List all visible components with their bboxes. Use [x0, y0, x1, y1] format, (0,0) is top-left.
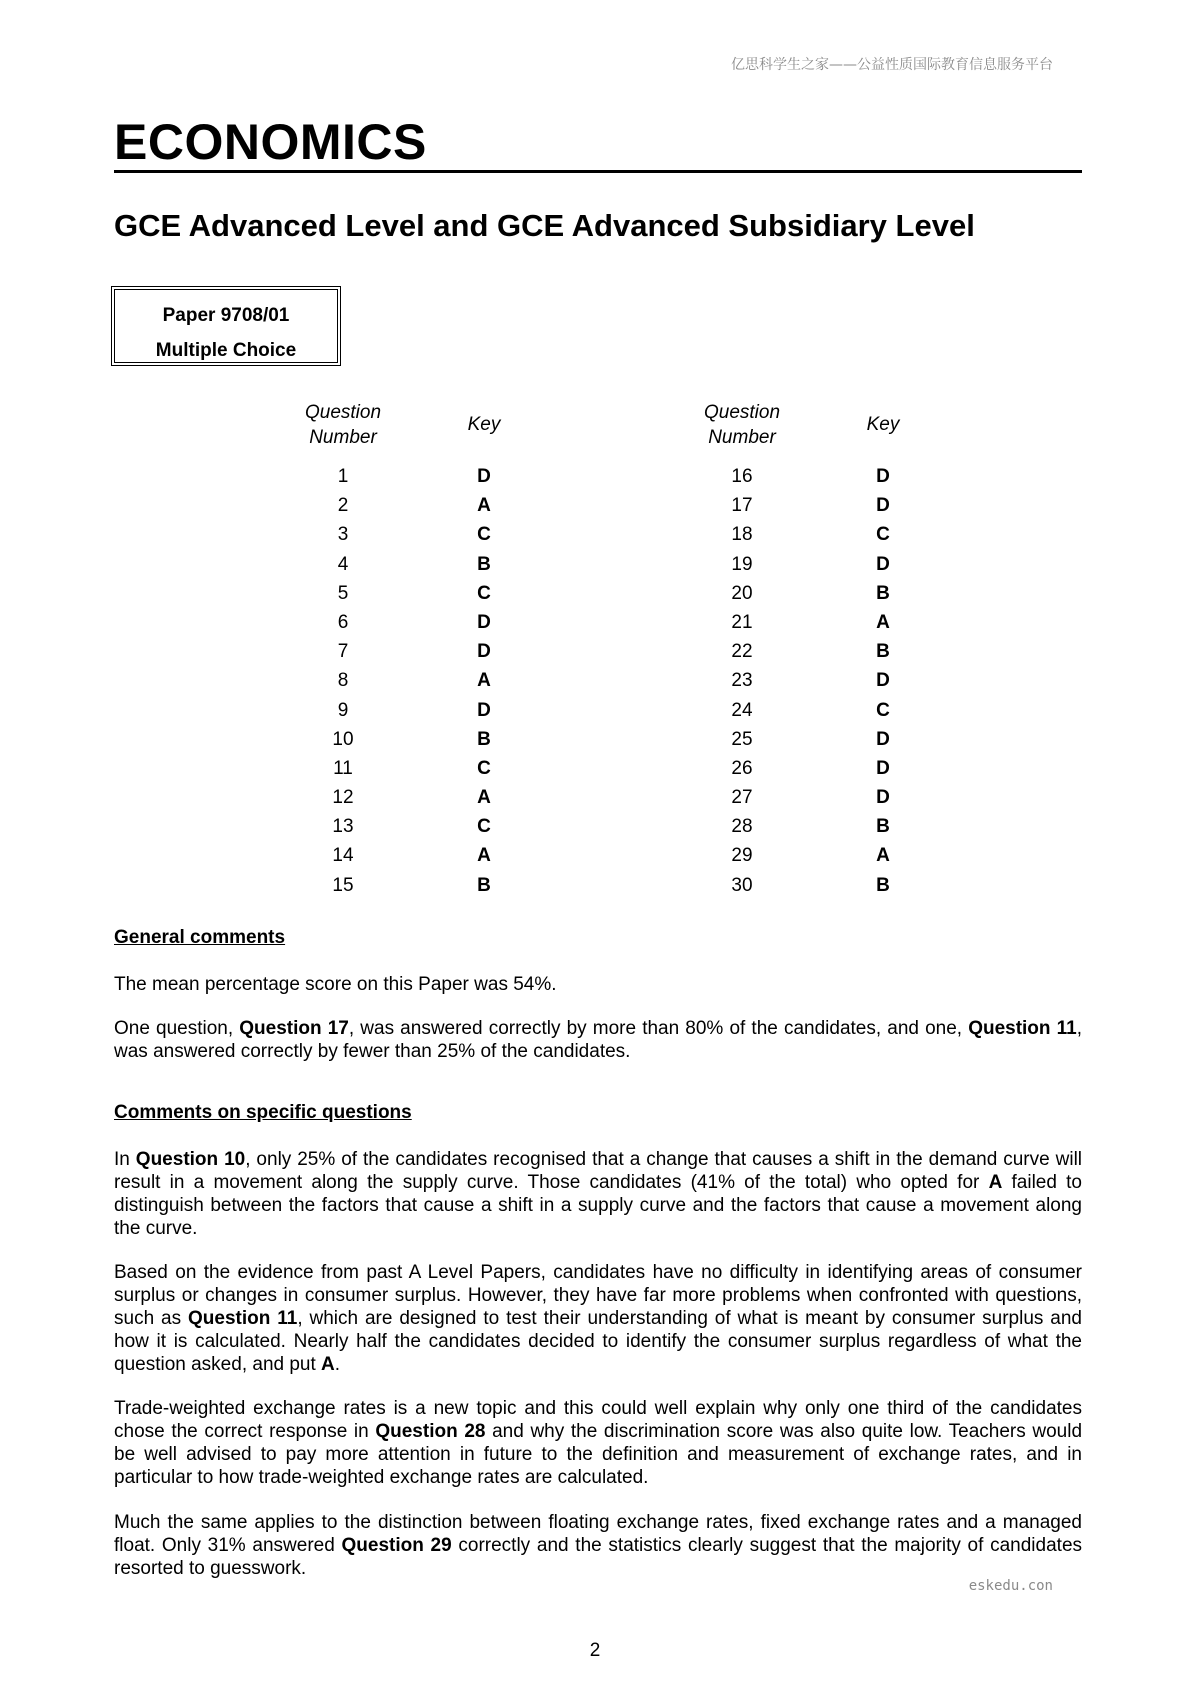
answer-key-cell: D	[477, 611, 491, 633]
answer-key-cell: B	[477, 728, 491, 750]
text-run: Trade-weighted exchange rates is a new topic and this could well explain why only one third of the candidates chose the correct response in	[114, 1398, 1082, 1442]
answer-key-cell: C	[477, 757, 491, 779]
question-number-cell: 8	[337, 670, 349, 692]
text-run: , only 25% of the candidates recognised that a change that causes a shift in the demand curve will result in a movement along the supply curve. Those candidates (41% of the total) who opted for	[114, 1149, 1083, 1193]
answer-key-cell: B	[477, 553, 491, 575]
left-key-list	[444, 462, 524, 900]
watermark-top: 亿思科学生之家——公益性质国际教育信息服务平台	[731, 57, 1053, 73]
bold-text: A	[321, 1354, 335, 1375]
question-number-cell: 22	[731, 641, 753, 663]
answer-key-cell: B	[876, 582, 890, 604]
bold-text: A	[988, 1172, 1003, 1193]
answer-key-cell: D	[876, 670, 890, 692]
answer-key-cell: A	[876, 611, 890, 633]
answer-key-cell: B	[876, 816, 890, 838]
question-number-cell: 9	[337, 699, 349, 721]
text-run: , was answered correctly by fewer than 25% of the candidates.	[114, 1018, 1083, 1062]
answer-key-cell: D	[876, 728, 890, 750]
question-number-cell: 24	[731, 699, 753, 721]
question-number-cell: 3	[337, 524, 349, 546]
question-number-cell: 25	[731, 728, 753, 750]
question-number-cell: 5	[337, 582, 349, 604]
question-number-cell: 20	[731, 582, 753, 604]
answer-key-cell: D	[876, 787, 890, 809]
answer-key-cell: D	[876, 757, 890, 779]
question-number-cell: 16	[731, 466, 753, 487]
question-number-cell: 26	[731, 757, 753, 779]
question-number-cell: 21	[731, 611, 753, 633]
text-run: correctly and the statistics clearly suggest that the majority of candidates resorted to guesswork.	[114, 1535, 1083, 1579]
bold-text: Question 11	[968, 1018, 1077, 1039]
qnum-header: Question Number	[304, 402, 382, 448]
right-qnum-column	[692, 400, 792, 900]
question-number-cell: 23	[731, 670, 753, 692]
question-number-cell: 6	[337, 611, 349, 633]
text-run: , which are designed to test their understanding of what is meant by consumer surplus and how it is calculated. Nearly half the candidates decided to identify the consumer surplus regardless of what the question asked, and put	[114, 1308, 1082, 1375]
answer-key-cell: D	[876, 495, 890, 517]
answer-key-cell: D	[477, 641, 491, 663]
bold-text: Question 10	[135, 1149, 246, 1170]
specific-comments-paragraph	[114, 1397, 1082, 1489]
question-number-cell: 18	[731, 524, 753, 546]
document-subtitle: GCE Advanced Level and GCE Advanced Subsidiary Level	[114, 208, 975, 243]
answer-key-cell: A	[477, 495, 491, 517]
answer-key-cell: A	[477, 670, 491, 692]
specific-comments-paragraph	[114, 1148, 1082, 1240]
text-run: failed to distinguish between the factors that cause a shift in a supply curve and the factors that cause a movement along the curve.	[114, 1172, 1082, 1239]
specific-comments-paragraph	[114, 1261, 1082, 1376]
answer-key-cell: A	[477, 845, 491, 867]
title-rule	[114, 170, 1082, 173]
qnum-header: Question Number	[703, 402, 781, 448]
answer-key-cell: B	[477, 874, 491, 896]
bold-text: Question 11	[188, 1308, 298, 1329]
bold-text: Question 29	[341, 1535, 452, 1556]
text-run: In	[114, 1149, 136, 1170]
paper-type: Multiple Choice	[155, 340, 297, 361]
right-key-list	[843, 462, 923, 900]
right-qnum-list	[692, 462, 792, 900]
general-comments-paragraph-2	[114, 1017, 1082, 1063]
question-number-cell: 29	[731, 845, 753, 867]
answer-key-cell: A	[477, 787, 491, 809]
answer-key-cell: C	[876, 699, 890, 721]
question-number-cell: 2	[337, 495, 349, 517]
general-comments-paragraph-1: The mean percentage score on this Paper was 54%.	[114, 974, 557, 995]
answer-key-cell: D	[477, 466, 491, 487]
question-number-cell: 27	[731, 787, 753, 809]
answer-key-cell: B	[876, 874, 890, 896]
answer-key-cell: C	[477, 816, 491, 838]
watermark-bottom: eskedu.con	[968, 1578, 1053, 1594]
question-number-cell: 17	[731, 495, 753, 517]
left-key-column	[444, 400, 524, 900]
question-number-cell: 1	[337, 466, 349, 487]
answer-key-cell: C	[477, 524, 491, 546]
general-comments-heading: General comments	[114, 927, 286, 948]
text-run: and why the discrimination score was also quite low. Teachers would be well advised to pay more attention in future to the definition and measurement of exchange rates, and in particular to how trade-weighted exchange rates are calculated.	[114, 1421, 1083, 1488]
question-number-cell: 12	[332, 787, 354, 809]
text-run: One question,	[114, 1018, 240, 1039]
page-number: 2	[589, 1640, 601, 1661]
question-number-cell: 13	[332, 816, 354, 838]
text-run: Much the same applies to the distinction between floating exchange rates, fixed exchange rates and a managed float. Only 31% answered	[114, 1512, 1082, 1556]
left-qnum-list	[293, 462, 393, 900]
answer-key-cell: D	[876, 466, 890, 487]
answer-key-cell: D	[876, 553, 890, 575]
text-run: Based on the evidence from past A Level Papers, candidates have no difficulty in identifying areas of consumer surplus or changes in consumer surplus. However, they have far more problems when confronted with questions, such as	[114, 1262, 1082, 1329]
key-header: Key	[866, 414, 900, 435]
right-key-column	[843, 400, 923, 900]
question-number-cell: 14	[332, 845, 354, 867]
question-number-cell: 30	[731, 874, 753, 896]
question-number-cell: 19	[731, 553, 753, 575]
bold-text: Question 17	[239, 1018, 349, 1039]
answer-key-cell: D	[477, 699, 491, 721]
answer-key-cell: C	[876, 524, 890, 546]
key-header: Key	[467, 414, 501, 435]
answer-key-cell: B	[876, 641, 890, 663]
answer-key-cell: C	[477, 582, 491, 604]
answer-key-cell: A	[876, 845, 890, 867]
question-number-cell: 28	[731, 816, 753, 838]
paper-code: Paper 9708/01	[162, 305, 290, 326]
question-number-cell: 7	[337, 641, 349, 663]
text-run: .	[334, 1354, 341, 1375]
question-number-cell: 10	[332, 728, 354, 750]
document-title: ECONOMICS	[114, 114, 427, 170]
bold-text: Question 28	[375, 1421, 486, 1442]
question-number-cell: 15	[332, 874, 354, 896]
text-run: , was answered correctly by more than 80% of the candidates, and one,	[348, 1018, 969, 1039]
question-number-cell: 11	[333, 757, 353, 779]
question-number-cell: 4	[337, 553, 349, 575]
paper-box	[111, 286, 341, 366]
specific-comments-paragraph	[114, 1511, 1082, 1580]
specific-comments-heading: Comments on specific questions	[114, 1102, 412, 1123]
left-qnum-column	[293, 400, 393, 900]
